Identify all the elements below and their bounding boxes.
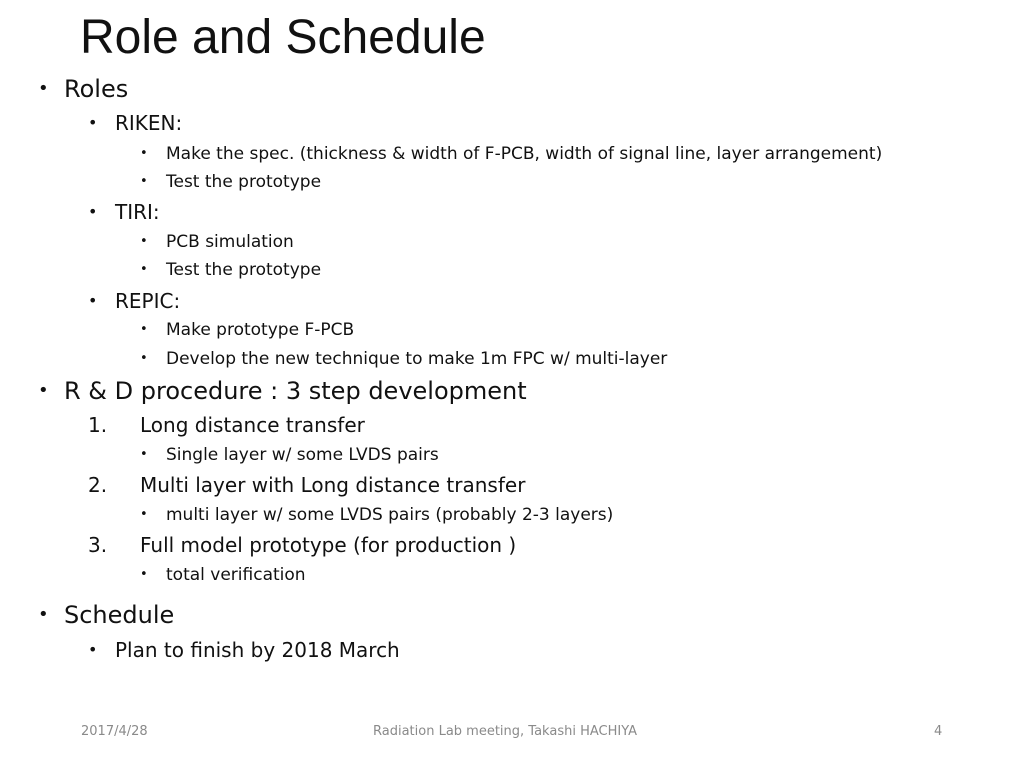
riken-item (140, 143, 883, 165)
role-repic-label: REPIC: (115, 289, 181, 313)
bullet-icon: • (88, 113, 98, 132)
rnd-step-detail-text: multi layer w/ some LVDS pairs (probably 2-3 layers) (166, 505, 614, 525)
tiri-item (140, 259, 322, 281)
bullet-icon: • (140, 567, 148, 582)
repic-item (140, 348, 668, 370)
bullet-icon: • (140, 234, 148, 249)
bullet-icon: • (140, 262, 148, 277)
bullet-icon: • (38, 78, 49, 99)
footer-date: 2017/4/28 (81, 724, 148, 739)
rnd-step-number: 3. (88, 533, 108, 557)
slide-title: Role and Schedule (80, 11, 486, 64)
rnd-step-detail (140, 564, 306, 586)
rnd-step (88, 532, 517, 558)
rnd-step-detail (140, 444, 439, 466)
role-tiri-label: TIRI: (115, 200, 160, 224)
riken-item-text: Make the spec. (thickness & width of F-PCB, width of signal line, layer arrangement) (166, 144, 883, 164)
schedule-heading-text: Schedule (64, 601, 175, 629)
rnd-step-number: 2. (88, 473, 108, 497)
rnd-step (88, 472, 526, 498)
bullet-icon: • (140, 351, 148, 366)
tiri-item (140, 231, 294, 253)
footer-center-text: Radiation Lab meeting, Takashi HACHIYA (373, 724, 638, 739)
riken-item-text: Test the prototype (166, 172, 322, 192)
rnd-step-detail-text: total verification (166, 565, 306, 585)
rnd-step-detail-text: Single layer w/ some LVDS pairs (166, 445, 439, 465)
riken-item (140, 171, 322, 193)
rnd-step-label: Multi layer with Long distance transfer (140, 473, 526, 497)
rnd-step-label: Full model prototype (for production ) (140, 533, 517, 557)
rnd-step-detail (140, 504, 614, 526)
tiri-item-text: Test the prototype (166, 260, 322, 280)
repic-item (140, 319, 355, 341)
repic-item-text: Make prototype F-PCB (166, 320, 355, 340)
schedule-item-text: Plan to finish by 2018 March (115, 638, 400, 662)
tiri-item-text: PCB simulation (166, 232, 294, 252)
rnd-step (88, 412, 365, 438)
rnd-heading-text: R & D procedure : 3 step development (64, 377, 527, 405)
role-repic (88, 288, 181, 314)
bullet-icon: • (38, 380, 49, 401)
roles-heading-text: Roles (64, 75, 129, 103)
bullet-icon: • (140, 146, 148, 161)
bullet-icon: • (88, 202, 98, 221)
bullet-icon: • (38, 604, 49, 625)
rnd-step-number: 1. (88, 413, 108, 437)
rnd-heading (38, 376, 527, 406)
bullet-icon: • (140, 507, 148, 522)
schedule-heading (38, 600, 175, 630)
bullet-icon: • (88, 640, 98, 659)
role-riken-label: RIKEN: (115, 111, 183, 135)
page-number: 4 (934, 724, 943, 739)
bullet-icon: • (140, 174, 148, 189)
role-tiri (88, 199, 160, 225)
schedule-item (88, 637, 400, 663)
role-riken (88, 110, 183, 136)
bullet-icon: • (88, 291, 98, 310)
repic-item-text: Develop the new technique to make 1m FPC w/ multi-layer (166, 349, 668, 369)
roles-heading (38, 74, 129, 104)
bullet-icon: • (140, 447, 148, 462)
rnd-step-label: Long distance transfer (140, 413, 365, 437)
bullet-icon: • (140, 322, 148, 337)
